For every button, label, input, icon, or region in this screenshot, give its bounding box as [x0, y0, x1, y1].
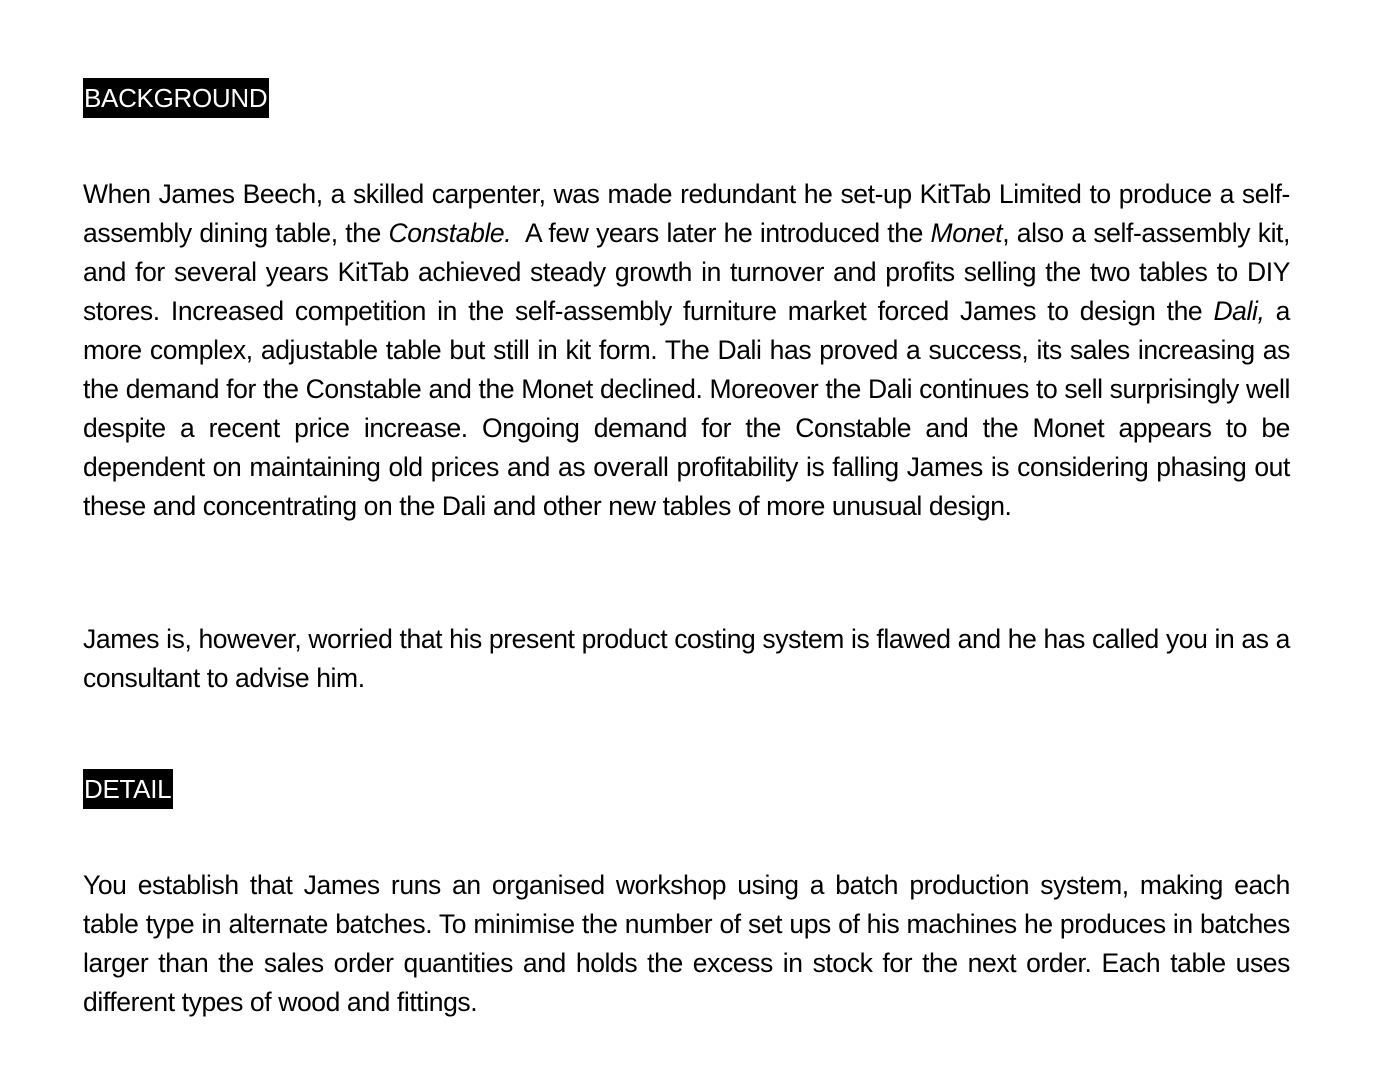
background-paragraph-2: James is, however, worried that his present product costing system is flawed and he has called you in as a consultant to advise him. — [83, 624, 1290, 693]
background-paragraph-1-text-1: When James Beech, a skilled carpenter, was made redundant he set-up KitTab Limited to produce a self-assembly dining table, the — [83, 179, 1290, 248]
background-heading: BACKGROUND — [83, 78, 269, 118]
constable-italic: Constable. — [388, 218, 512, 248]
dali-italic: Dali, — [1213, 296, 1265, 326]
background-paragraph-1-text-3: , also a self-assembly kit, and for several years KitTab achieved steady growth in turnover and profits selling the two tables to DIY stores. Increased competition in the self-assembly furniture market forced James to design the — [83, 218, 1290, 326]
background-paragraph-1 — [83, 175, 1290, 526]
detail-paragraph-1: You establish that James runs an organised workshop using a batch production system, making each table type in alternate batches. To minimise the number of set ups of his machines he produces in batches larger than the sales order quantities and holds the excess in stock for the next order. Each table uses different types of wood and fittings. — [83, 870, 1290, 1017]
monet-italic: Monet — [930, 218, 1003, 248]
background-paragraph-1-text-4: a more complex, adjustable table but still in kit form. The Dali has proved a success, its sales increasing as the demand for the Constable and the Monet declined. Moreover the Dali continues to sell surprisingly well despite a recent price increase. Ongoing demand for the Constable and the Monet appears to be dependent on maintaining old prices and as overall profitability is falling James is considering phasing out these and concentrating on the Dali and other new tables of more unusual design. — [83, 296, 1290, 521]
detail-heading: DETAIL — [83, 769, 173, 809]
background-paragraph-1-text-2: A few years later he introduced the — [511, 218, 931, 248]
